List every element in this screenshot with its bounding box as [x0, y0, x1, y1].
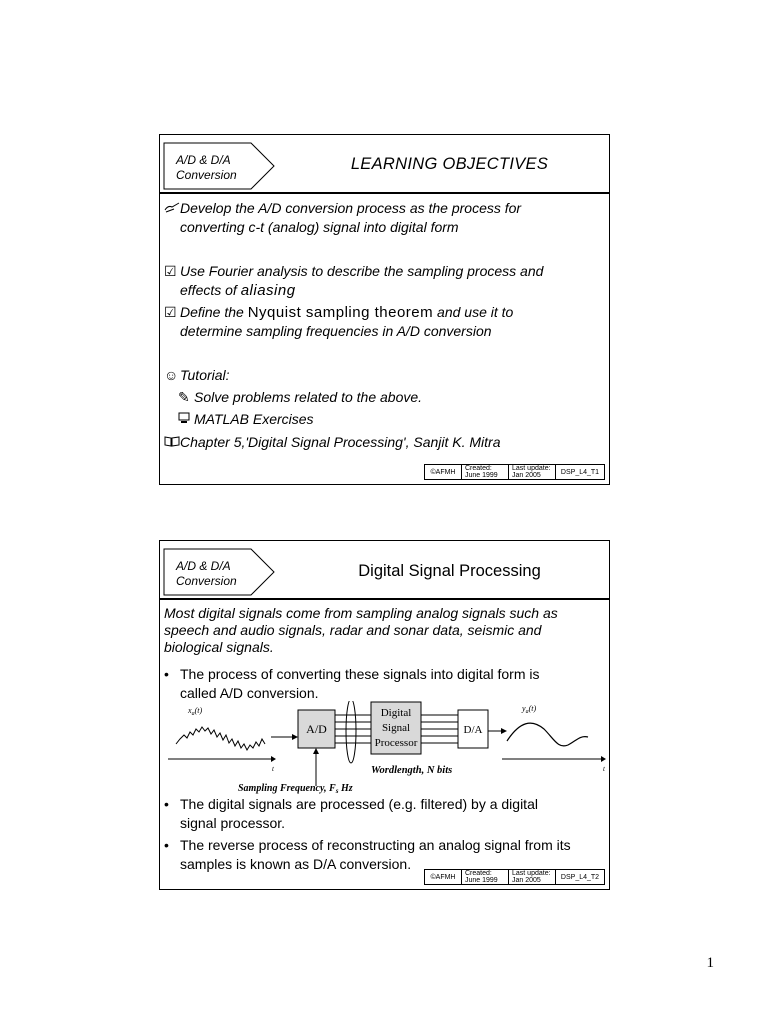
tag-line-2: Conversion: [176, 168, 237, 182]
bullet-3-line-1: The reverse process of reconstructing an analog signal from its: [180, 837, 571, 853]
slide-title: LEARNING OBJECTIVES: [350, 155, 549, 173]
footer-slide-code: DSP_L4_T1: [555, 465, 604, 479]
svg-text:Sampling Frequency, Fs Hz: [238, 783, 353, 795]
reference-text: Chapter 5,'Digital Signal Processing', Sanjit K. Mitra: [180, 434, 501, 450]
input-time-axis-arrow: [271, 756, 276, 762]
wordlength-label: Wordlength, N bits: [371, 765, 453, 776]
smiley-icon: ☺: [164, 367, 179, 383]
tutorial-label: Tutorial:: [180, 367, 230, 383]
footer-update-label: Last update:: [512, 465, 551, 472]
da-block-label: D/A: [463, 724, 483, 736]
footer-created-date: June 1999: [465, 472, 498, 479]
pen-hand-icon: [164, 199, 180, 218]
xa-label: x: [188, 706, 192, 715]
ad-block-label: A/D: [306, 722, 327, 736]
tag-line-2: Conversion: [176, 574, 237, 588]
tag-line-1: A/D & D/A: [176, 559, 231, 573]
output-time-axis-arrow: [601, 756, 606, 762]
bullet-2-line-2: signal processor.: [180, 815, 286, 831]
objective-1-line-2: converting c-t (analog) signal into digital form: [180, 219, 459, 235]
slide-digital-signal-processing: [159, 540, 610, 890]
intro-line-1: Most digital signals come from sampling analog signals such as: [164, 605, 558, 621]
input-t-label: t: [272, 765, 274, 773]
footer-created-label: Created:: [465, 870, 492, 877]
slide-learning-objectives: [159, 134, 610, 485]
title-divider: [160, 192, 609, 194]
analog-input-waveform: [176, 727, 265, 750]
footer-update-label: Last update:: [512, 870, 551, 877]
bullet-1-line-2: called A/D conversion.: [180, 685, 319, 701]
ad-to-dsp-bus: [335, 715, 371, 743]
bullet-2-line-1: The digital signals are processed (e.g. filtered) by a digital: [180, 796, 538, 812]
dsp-label-line-3: Processor: [374, 737, 418, 749]
bullet-dot: •: [164, 666, 169, 682]
intro-line-3: biological signals.: [164, 639, 274, 655]
bullet-1-line-1: The process of converting these signals into digital form is: [180, 666, 540, 682]
sampling-subscript: s: [335, 787, 339, 795]
footer-copyright: ©AFMH: [430, 873, 456, 881]
sampling-label: Sampling Frequency, F: [238, 783, 336, 794]
aliasing-term: aliasing: [240, 282, 296, 299]
footer-update-date: Jan 2005: [512, 472, 541, 479]
footer-created-date: June 1999: [465, 877, 498, 884]
footer-created-label: Created:: [465, 465, 492, 472]
tutorial-item-2: MATLAB Exercises: [194, 411, 314, 427]
bullet-dot: •: [164, 837, 169, 853]
dsp-to-da-bus: [421, 715, 458, 743]
ya-subscript: a: [525, 709, 529, 715]
book-icon: [164, 433, 180, 452]
tag-line-1: A/D & D/A: [176, 153, 231, 167]
section-tag: [163, 548, 275, 596]
sampling-arrowhead: [313, 748, 319, 754]
dsp-label-line-2: Signal: [381, 722, 411, 734]
output-t-label: t: [603, 765, 605, 773]
tutorial-item-1: Solve problems related to the above.: [194, 389, 423, 405]
slide-footer: [424, 464, 605, 480]
footer-copyright: ©AFMH: [430, 468, 456, 476]
checkbox-checked-icon: ☑: [164, 304, 177, 320]
xa-subscript: a: [191, 711, 195, 717]
checkbox-checked-icon: ☑: [164, 263, 177, 279]
sampling-unit: Hz: [338, 783, 353, 794]
footer-slide-code: DSP_L4_T2: [555, 870, 604, 884]
objective-3-part-1: Define the: [180, 304, 248, 320]
objective-3-part-2: and use it to: [433, 304, 514, 320]
objective-2-line-2: effects of: [180, 282, 241, 298]
bullet-3-line-2: samples is known as D/A conversion.: [180, 856, 412, 872]
nyquist-term: Nyquist sampling theorem: [247, 304, 434, 321]
da-to-output-arrowhead: [501, 728, 507, 734]
wordlength-ellipse: [346, 701, 356, 763]
xa-argument: (t): [194, 706, 203, 715]
svg-text:xa(t): [187, 706, 202, 717]
dsp-label-line-1: Digital: [380, 707, 412, 719]
page-number: 1: [706, 955, 714, 971]
title-divider: [160, 598, 609, 600]
slide-title: Digital Signal Processing: [358, 562, 541, 580]
objective-1-line-1: Develop the A/D conversion process as the process for: [180, 200, 522, 216]
svg-text:ya(t): [521, 704, 536, 715]
analog-output-waveform: [507, 723, 588, 746]
pencil-icon: ✎: [178, 389, 190, 405]
bullet-dot: •: [164, 796, 169, 812]
objective-3-line-2: determine sampling frequencies in A/D conversion: [180, 323, 492, 339]
ya-argument: (t): [528, 704, 537, 713]
input-to-ad-arrowhead: [292, 734, 298, 740]
footer-update-date: Jan 2005: [512, 877, 541, 884]
computer-icon: [178, 410, 194, 429]
slide-footer: [424, 869, 605, 885]
ya-label: y: [522, 704, 526, 713]
ad-da-block-diagram: [160, 701, 611, 801]
section-tag: [163, 142, 275, 190]
intro-line-2: speech and audio signals, radar and sonar data, seismic and: [164, 622, 542, 638]
objective-2-line-1: Use Fourier analysis to describe the sampling process and: [180, 263, 544, 279]
